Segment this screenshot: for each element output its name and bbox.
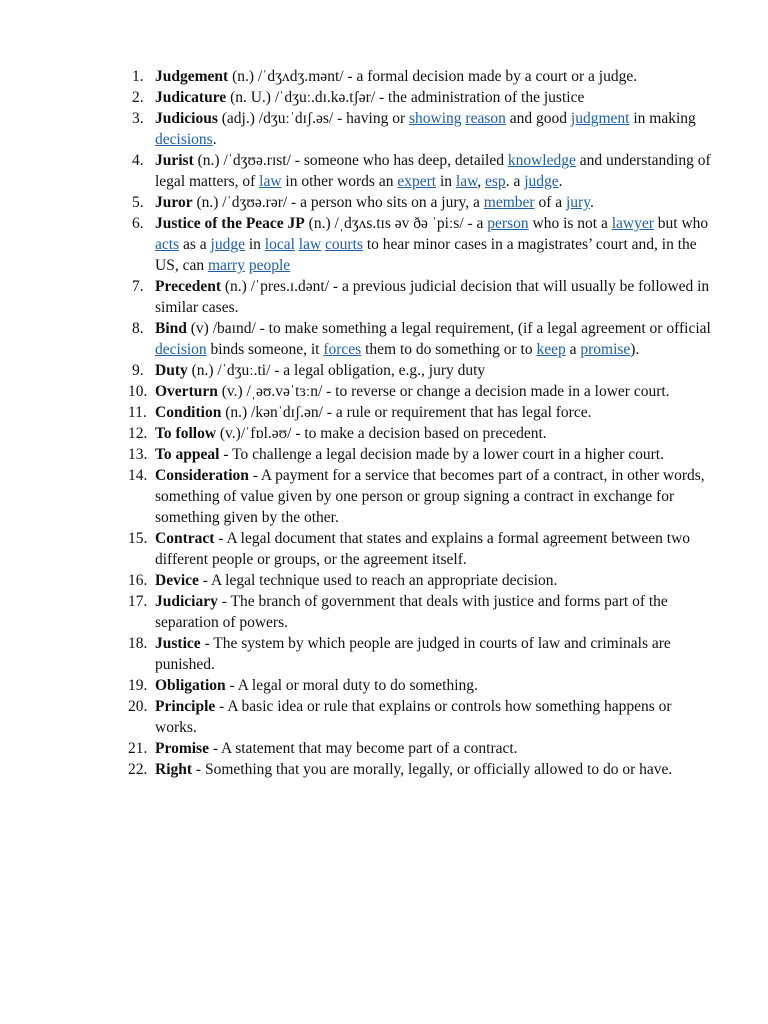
glossary-entry bbox=[0, 633, 768, 675]
entry-text: them to do something or to bbox=[361, 341, 537, 358]
dictionary-link[interactable]: promise bbox=[580, 341, 631, 358]
glossary-entry bbox=[0, 66, 768, 87]
entry-text: . bbox=[558, 173, 563, 190]
entry-term: To appeal bbox=[155, 446, 220, 463]
entry-number: 5. bbox=[132, 194, 144, 211]
entry-term: Condition bbox=[155, 404, 222, 421]
dictionary-link[interactable]: keep bbox=[536, 341, 566, 358]
glossary-list bbox=[0, 66, 768, 780]
dictionary-link[interactable]: local bbox=[264, 236, 295, 253]
entry-term: Judiciary bbox=[155, 593, 218, 610]
entry-text: and understanding of legal matters, of bbox=[155, 152, 711, 190]
glossary-entry bbox=[0, 213, 768, 276]
entry-term: Right bbox=[155, 761, 193, 778]
dictionary-link[interactable]: expert bbox=[397, 173, 437, 190]
entry-number: 4. bbox=[132, 152, 144, 169]
dictionary-link[interactable]: law bbox=[298, 236, 322, 253]
entry-text: - A legal technique used to reach an appropriate decision. bbox=[198, 572, 558, 589]
glossary-entry bbox=[0, 444, 768, 465]
entry-term: Judicious bbox=[155, 110, 218, 127]
entry-text: who is not a bbox=[528, 215, 612, 232]
entry-text: (n.) /ˈdʒʌdʒ.mənt/ - a formal decision made by a court or a judge. bbox=[228, 68, 638, 85]
entry-text: (n. U.) /ˈdʒuː.dɪ.kə.tʃər/ - the administration of the justice bbox=[226, 89, 585, 106]
glossary-entry bbox=[0, 423, 768, 444]
glossary-entry bbox=[0, 150, 768, 192]
entry-term: Consideration bbox=[155, 467, 249, 484]
entry-term: Justice bbox=[155, 635, 201, 652]
glossary-entry bbox=[0, 738, 768, 759]
entry-text: and good bbox=[505, 110, 571, 127]
entry-text: (v) /baɪnd/ - to make something a legal requirement, (if a legal agreement or official bbox=[186, 320, 711, 337]
dictionary-link[interactable]: judgment bbox=[570, 110, 630, 127]
entry-term: To follow bbox=[155, 425, 217, 442]
entry-number: 13. bbox=[128, 446, 148, 463]
dictionary-link[interactable]: acts bbox=[155, 236, 180, 253]
entry-number: 19. bbox=[128, 677, 148, 694]
entry-term: Justice of the Peace JP bbox=[155, 215, 305, 232]
entry-number: 20. bbox=[128, 698, 148, 715]
entry-text: (v.) /ˌəʊ.vəˈtɜːn/ - to reverse or change a decision made in a lower court. bbox=[217, 383, 670, 400]
entry-term: Precedent bbox=[155, 278, 221, 295]
entry-text: a bbox=[565, 341, 581, 358]
entry-number: 15. bbox=[128, 530, 148, 547]
glossary-entry bbox=[0, 591, 768, 633]
entry-text: - The system by which people are judged in courts of law and criminals are punished. bbox=[155, 635, 671, 673]
entry-text: - A payment for a service that becomes part of a contract, in other words, something of value given by one person or group signing a contract in exchange for something given by the other. bbox=[155, 467, 705, 526]
glossary-entry bbox=[0, 570, 768, 591]
entry-number: 16. bbox=[128, 572, 148, 589]
entry-text: in bbox=[436, 173, 456, 190]
entry-text: . bbox=[589, 194, 594, 211]
dictionary-link[interactable]: esp bbox=[485, 173, 506, 190]
entry-text: - Something that you are morally, legally, or officially allowed to do or have. bbox=[192, 761, 673, 778]
entry-text: (n.) /ˌdʒʌs.tɪs əv ðə ˈpiːs/ - a bbox=[304, 215, 488, 232]
dictionary-link[interactable]: jury bbox=[565, 194, 590, 211]
dictionary-link[interactable]: marry bbox=[207, 257, 245, 274]
entry-text: (n.) /ˈdʒʊə.rər/ - a person who sits on a jury, a bbox=[192, 194, 484, 211]
entry-number: 21. bbox=[128, 740, 148, 757]
glossary-entry bbox=[0, 402, 768, 423]
dictionary-link[interactable]: judge bbox=[524, 173, 559, 190]
glossary-entry bbox=[0, 528, 768, 570]
entry-number: 14. bbox=[128, 467, 148, 484]
entry-term: Promise bbox=[155, 740, 209, 757]
entry-number: 6. bbox=[132, 215, 144, 232]
dictionary-link[interactable]: judge bbox=[210, 236, 245, 253]
dictionary-link[interactable]: knowledge bbox=[507, 152, 576, 169]
glossary-entry bbox=[0, 381, 768, 402]
glossary-entry bbox=[0, 108, 768, 150]
entry-text: (n.) /kənˈdɪʃ.ən/ - a rule or requirement that has legal force. bbox=[221, 404, 592, 421]
entry-term: Jurist bbox=[155, 152, 194, 169]
entry-text: but who bbox=[653, 215, 709, 232]
entry-text: in bbox=[244, 236, 265, 253]
entry-term: Overturn bbox=[155, 383, 218, 400]
entry-text: (adj.) /dʒuːˈdɪʃ.əs/ - having or bbox=[217, 110, 409, 127]
entry-text: of a bbox=[534, 194, 566, 211]
entry-text: - A basic idea or rule that explains or controls how something happens or works. bbox=[155, 698, 672, 736]
entry-term: Juror bbox=[155, 194, 193, 211]
entry-text: (n.) /ˈpres.ɪ.dənt/ - a previous judicial decision that will usually be followed in similar cases. bbox=[155, 278, 710, 316]
entry-number: 2. bbox=[132, 89, 144, 106]
entry-term: Judicature bbox=[155, 89, 227, 106]
entry-number: 18. bbox=[128, 635, 148, 652]
entry-text: - A legal document that states and explains a formal agreement between two different people or groups, or the agreement itself. bbox=[155, 530, 691, 568]
entry-number: 1. bbox=[132, 68, 144, 85]
entry-text: (n.) /ˈdʒuː.ti/ - a legal obligation, e.g., jury duty bbox=[187, 362, 486, 379]
dictionary-link[interactable]: people bbox=[248, 257, 291, 274]
entry-text: (v.)/ˈfɒl.əʊ/ - to make a decision based on precedent. bbox=[216, 425, 547, 442]
dictionary-link[interactable]: law bbox=[455, 173, 478, 190]
entry-number: 3. bbox=[132, 110, 144, 127]
dictionary-link[interactable]: person bbox=[487, 215, 529, 232]
glossary-entry bbox=[0, 759, 768, 780]
entry-number: 7. bbox=[132, 278, 144, 295]
entry-term: Duty bbox=[155, 362, 188, 379]
entry-term: Contract bbox=[155, 530, 215, 547]
entry-number: 12. bbox=[128, 425, 148, 442]
entry-text: (n.) /ˈdʒʊə.rɪst/ - someone who has deep, detailed bbox=[193, 152, 508, 169]
entry-number: 8. bbox=[132, 320, 144, 337]
dictionary-link[interactable]: reason bbox=[465, 110, 506, 127]
entry-number: 10. bbox=[128, 383, 148, 400]
entry-text: - The branch of government that deals with justice and forms part of the separation of powers. bbox=[155, 593, 668, 631]
entry-text: binds someone, it bbox=[206, 341, 324, 358]
dictionary-link[interactable]: courts bbox=[325, 236, 363, 253]
entry-text: - To challenge a legal decision made by a lower court in a higher court. bbox=[219, 446, 664, 463]
glossary-entry bbox=[0, 675, 768, 696]
dictionary-link[interactable]: decisions bbox=[155, 131, 213, 148]
entry-term: Obligation bbox=[155, 677, 226, 694]
dictionary-link[interactable]: forces bbox=[323, 341, 362, 358]
dictionary-link[interactable]: showing bbox=[409, 110, 462, 127]
entry-number: 11. bbox=[128, 404, 147, 421]
dictionary-link[interactable]: lawyer bbox=[611, 215, 654, 232]
glossary-entry bbox=[0, 465, 768, 528]
entry-text: as a bbox=[179, 236, 211, 253]
glossary-entry bbox=[0, 276, 768, 318]
entry-text: in other words an bbox=[281, 173, 398, 190]
entry-number: 17. bbox=[128, 593, 148, 610]
glossary-entry bbox=[0, 87, 768, 108]
entry-number: 9. bbox=[132, 362, 144, 379]
entry-term: Principle bbox=[155, 698, 216, 715]
glossary-entry bbox=[0, 192, 768, 213]
entry-term: Bind bbox=[155, 320, 187, 337]
entry-text: , bbox=[477, 173, 486, 190]
entry-text: . a bbox=[505, 173, 525, 190]
glossary-entry bbox=[0, 318, 768, 360]
entry-text: - A statement that may become part of a contract. bbox=[208, 740, 518, 757]
dictionary-link[interactable]: decision bbox=[155, 341, 207, 358]
dictionary-link[interactable]: law bbox=[259, 173, 282, 190]
dictionary-link[interactable]: member bbox=[483, 194, 535, 211]
entry-text: - A legal or moral duty to do something. bbox=[225, 677, 478, 694]
entry-term: Judgement bbox=[155, 68, 229, 85]
entry-text: ). bbox=[630, 341, 640, 358]
glossary-entry bbox=[0, 696, 768, 738]
entry-number: 22. bbox=[128, 761, 148, 778]
entry-text: . bbox=[212, 131, 217, 148]
entry-text: to hear minor cases in a magistrates’ court and, in the US, can bbox=[155, 236, 697, 274]
entry-term: Device bbox=[155, 572, 199, 589]
glossary-entry bbox=[0, 360, 768, 381]
entry-text: in making bbox=[629, 110, 696, 127]
